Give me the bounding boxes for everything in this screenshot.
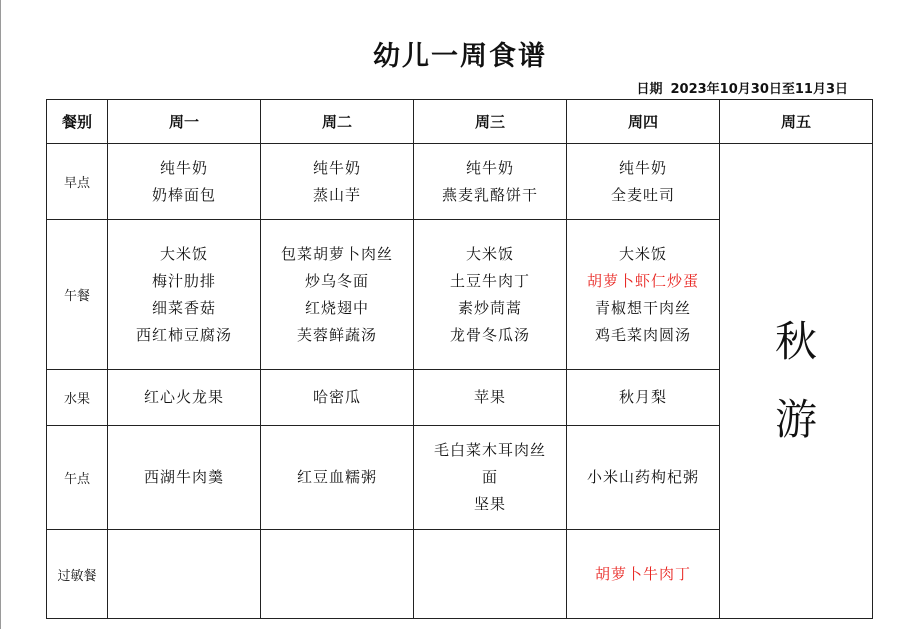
menu-item: 纯牛奶 xyxy=(312,158,361,177)
menu-cell xyxy=(108,220,261,370)
menu-item: 大米饭 xyxy=(159,244,208,263)
day-header-wed: 周三 xyxy=(414,100,567,144)
menu-item: 土豆牛肉丁 xyxy=(449,271,530,290)
menu-cell xyxy=(414,220,567,370)
menu-item: 红烧翅中 xyxy=(304,298,369,317)
menu-cell xyxy=(261,370,414,426)
friday-note-char: 秋 xyxy=(774,317,817,366)
menu-item: 全麦吐司 xyxy=(610,185,675,204)
date-range: 2023年10月30日至11月3日 xyxy=(670,82,848,97)
menu-item: 大米饭 xyxy=(618,244,667,263)
menu-cell xyxy=(261,530,414,619)
menu-cell xyxy=(567,370,720,426)
menu-item: 素炒茼蒿 xyxy=(457,298,522,317)
friday-outing-cell xyxy=(720,144,873,619)
menu-item: 胡萝卜牛肉丁 xyxy=(594,564,691,583)
date-label: 日期 xyxy=(636,82,663,97)
header-row xyxy=(47,100,873,144)
menu-item: 蒸山芋 xyxy=(312,185,361,204)
menu-cell xyxy=(108,426,261,530)
menu-table xyxy=(46,99,873,619)
menu-item: 梅汁肋排 xyxy=(151,271,216,290)
menu-item: 坚果 xyxy=(473,495,506,513)
corner-header: 餐别 xyxy=(47,100,108,144)
menu-item: 青椒想干肉丝 xyxy=(594,298,691,317)
menu-item: 红心火龙果 xyxy=(143,388,224,406)
menu-item: 龙骨冬瓜汤 xyxy=(449,325,530,344)
menu-item: 芙蓉鲜蔬汤 xyxy=(296,325,377,344)
day-header-thu: 周四 xyxy=(567,100,720,144)
menu-item: 炒乌冬面 xyxy=(304,271,369,290)
menu-item: 苹果 xyxy=(473,388,506,406)
menu-cell xyxy=(414,144,567,220)
menu-cell xyxy=(567,144,720,220)
row-label-breakfast: 早点 xyxy=(47,144,108,220)
menu-item: 纯牛奶 xyxy=(618,158,667,177)
friday-note-char: 游 xyxy=(774,395,817,444)
menu-cell xyxy=(261,144,414,220)
page-left-border xyxy=(0,0,1,629)
menu-item: 燕麦乳酪饼干 xyxy=(441,185,538,204)
row-label-lunch: 午餐 xyxy=(47,220,108,370)
menu-item: 哈密瓜 xyxy=(312,388,361,406)
menu-item: 鸡毛菜肉圆汤 xyxy=(594,325,691,344)
menu-item: 小米山药枸杞粥 xyxy=(586,468,699,486)
menu-cell xyxy=(261,426,414,530)
menu-cell xyxy=(414,530,567,619)
menu-cell xyxy=(108,144,261,220)
day-header-mon: 周一 xyxy=(108,100,261,144)
menu-item: 胡萝卜虾仁炒蛋 xyxy=(586,271,699,290)
menu-item: 奶棒面包 xyxy=(151,185,216,204)
menu-cell xyxy=(108,370,261,426)
row-label-fruit: 水果 xyxy=(47,370,108,426)
row-label-snack: 午点 xyxy=(47,426,108,530)
menu-cell xyxy=(414,426,567,530)
menu-item: 大米饭 xyxy=(465,244,514,263)
menu-cell xyxy=(567,426,720,530)
menu-cell xyxy=(567,530,720,619)
menu-item: 细菜香菇 xyxy=(151,298,216,317)
menu-item: 纯牛奶 xyxy=(465,158,514,177)
menu-item: 西红柿豆腐汤 xyxy=(135,325,232,344)
menu-cell xyxy=(261,220,414,370)
menu-item: 纯牛奶 xyxy=(159,158,208,177)
menu-item: 西湖牛肉羹 xyxy=(143,468,224,486)
date-line xyxy=(636,78,848,97)
menu-cell xyxy=(108,530,261,619)
table-row xyxy=(47,144,873,220)
day-header-tue: 周二 xyxy=(261,100,414,144)
menu-item: 红豆血糯粥 xyxy=(296,468,377,486)
menu-item: 秋月梨 xyxy=(618,388,667,406)
menu-item: 包菜胡萝卜肉丝 xyxy=(280,244,393,263)
day-header-fri: 周五 xyxy=(720,100,873,144)
menu-cell xyxy=(567,220,720,370)
row-label-allergy: 过敏餐 xyxy=(47,530,108,619)
menu-cell xyxy=(414,370,567,426)
menu-item: 毛白菜木耳肉丝 xyxy=(433,441,546,459)
menu-item: 面 xyxy=(481,468,498,486)
page-title: 幼儿一周食谱 xyxy=(373,41,547,72)
